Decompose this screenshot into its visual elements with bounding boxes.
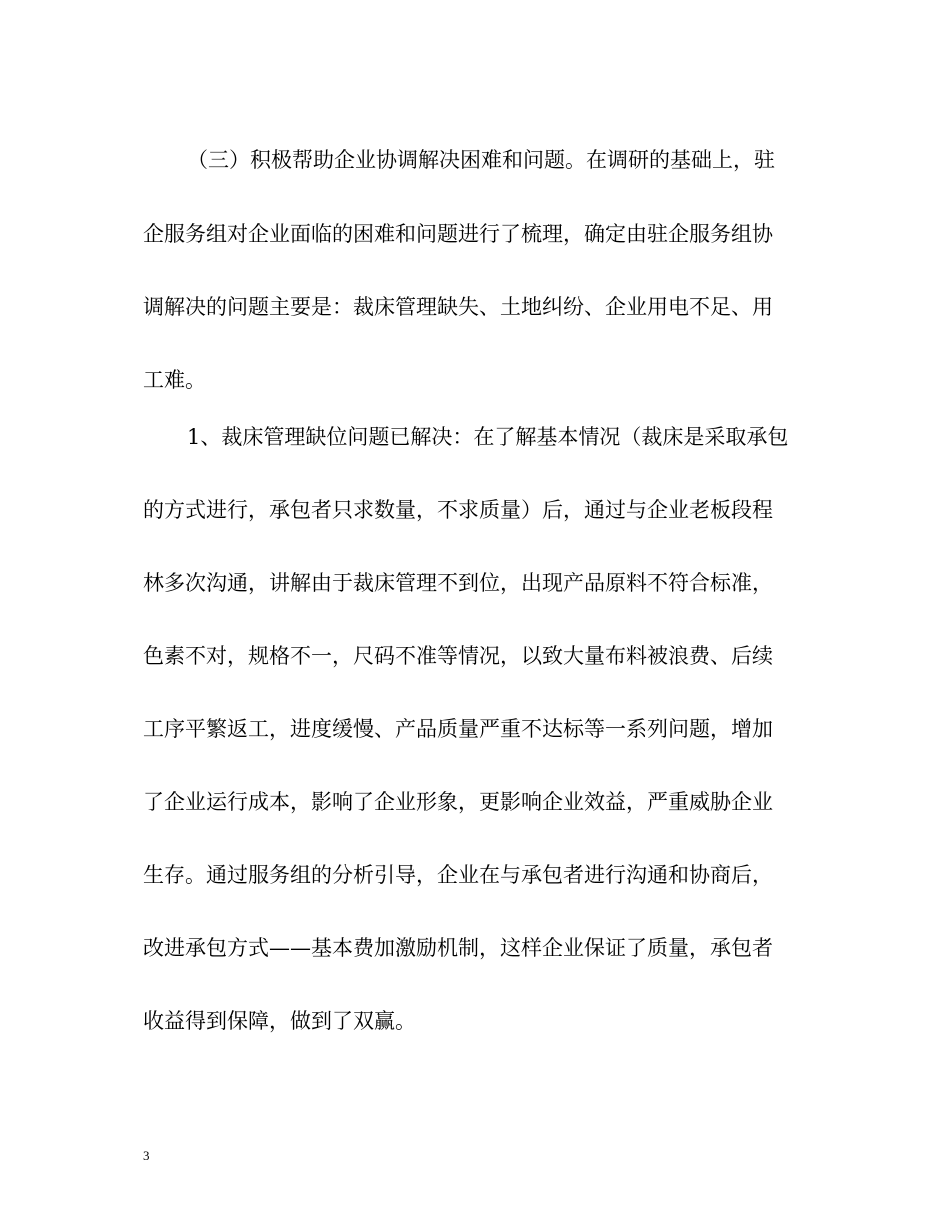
- paragraph-2-line-4: 色素不对，规格不一，尺码不准等情况，以致大量布料被浪费、后续: [143, 644, 773, 668]
- paragraph-2-line-7: 生存。通过服务组的分析引导，企业在与承包者进行沟通和协商后，: [143, 863, 773, 887]
- paragraph-2-line-6: 了企业运行成本，影响了企业形象，更影响企业效益，严重威胁企业: [143, 790, 773, 814]
- paragraph-1-line-2: 企服务组对企业面临的困难和问题进行了梳理，确定由驻企服务组协: [143, 222, 773, 246]
- paragraph-1-line-1: （三）积极帮助企业协调解决困难和问题。在调研的基础上，驻: [187, 148, 775, 172]
- page-number: 3: [143, 1148, 150, 1163]
- paragraph-2-line-8: 改进承包方式——基本费加激励机制，这样企业保证了质量，承包者: [143, 936, 773, 960]
- paragraph-2-line-3: 林多次沟通，讲解由于裁床管理不到位，出现产品原料不符合标准，: [143, 571, 773, 595]
- paragraph-2-line-9: 收益得到保障，做到了双赢。: [143, 1009, 416, 1033]
- paragraph-1-line-3: 调解决的问题主要是：裁床管理缺失、土地纠纷、企业用电不足、用: [143, 295, 773, 319]
- paragraph-2-line-1: 1、裁床管理缺位问题已解决：在了解基本情况（裁床是采取承包: [187, 425, 789, 449]
- paragraph-2-line-2: 的方式进行，承包者只求数量，不求质量）后，通过与企业老板段程: [143, 498, 773, 522]
- paragraph-1-line-4: 工难。: [143, 368, 206, 392]
- paragraph-2-line-5: 工序平繁返工，进度缓慢、产品质量严重不达标等一系列问题，增加: [143, 717, 773, 741]
